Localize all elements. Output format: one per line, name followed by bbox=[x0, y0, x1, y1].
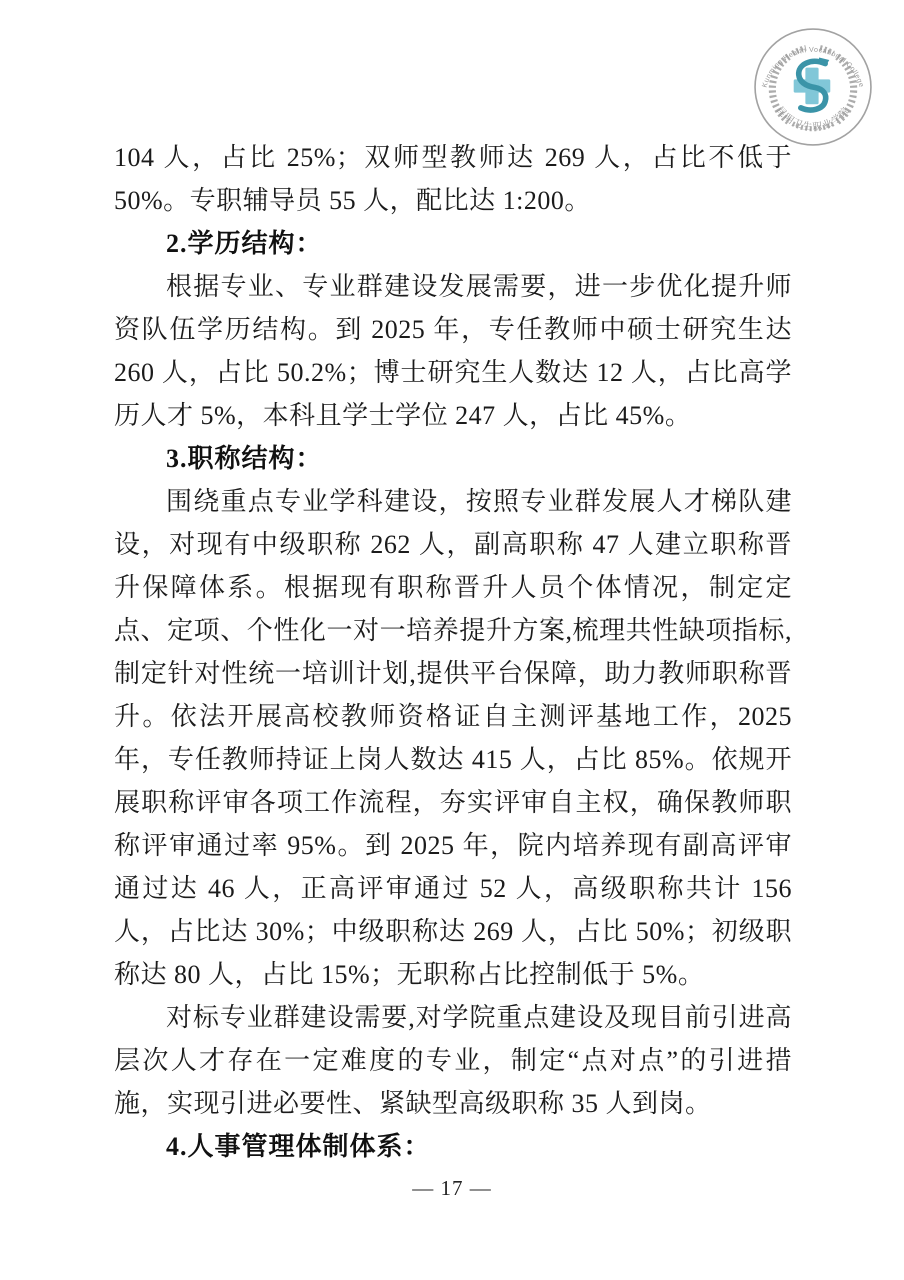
document-body bbox=[114, 136, 792, 1168]
paragraph-education-structure: 根据专业、专业群建设发展需要，进一步优化提升师资队伍学历结构。到 2025 年，专任教师中硕士研究生达 260 人，占比 50.2%；博士研究生人数达 12 人，占比高学历人才 5%，本科且学士学位 247 人，占比 45%。 bbox=[114, 272, 792, 430]
paragraph-title-structure: 围绕重点专业学科建设，按照专业群发展人才梯队建设，对现有中级职称 262 人，副高职称 47 人建立职称晋升保障体系。根据现有职称晋升人员个体情况，制定定点、定项、个性化一对一培养提升方案,梳理共性缺项指标,制定针对性统一培训计划,提供平台保障，助力教师职称晋升。依法开展高校教师资格证自主测评基地工作，2025 年，专任教师持证上岗人数达 415 人，占比 85%。依规开展职称评审各项工作流程，夯实评审自主权，确保教师职称评审通过率 95%。到 2025 年，院内培养现有副高评审通过达 46 人，正高评审通过 52 人，高级职称共计 156 人，占比达 30%；中级职称达 269 人，占比 50%；初级职称达 80 人，占比 15%；无职称占比控制低于 5%。 bbox=[114, 487, 792, 989]
paragraph-talent-recruitment: 对标专业群建设需要,对学院重点建设及现目前引进高层次人才存在一定难度的专业，制定“点对点”的引进措施，实现引进必要性、紧缺型高级职称 35 人到岗。 bbox=[114, 1003, 792, 1118]
seal-arc-text-top: Kunming Health Vocational College bbox=[760, 45, 866, 89]
college-seal-logo bbox=[752, 26, 874, 148]
page-number-label: — 17 — bbox=[412, 1176, 492, 1200]
paragraph-continued-staffing: 104 人，占比 25%；双师型教师达 269 人，占比不低于 50%。专职辅导员 55 人，配比达 1:200。 bbox=[114, 143, 792, 215]
heading-title-structure: 3.职称结构： bbox=[166, 444, 323, 473]
heading-hr-management-system: 4.人事管理体制体系： bbox=[166, 1132, 431, 1161]
seal-arc-text-bottom: 昆明卫生职业学院 bbox=[773, 104, 853, 134]
page-number bbox=[0, 1176, 904, 1201]
college-seal-graphic bbox=[752, 26, 874, 148]
heading-education-structure: 2.学历结构： bbox=[166, 229, 323, 258]
